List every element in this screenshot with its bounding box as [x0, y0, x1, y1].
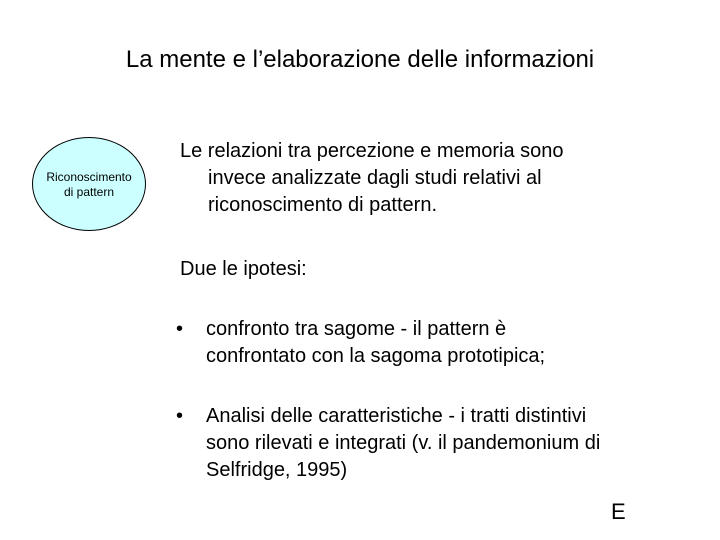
badge-line-2: di pattern [63, 185, 115, 199]
bullet-2-line-1: Analisi delle caratteristiche - i tratti distintivi [206, 405, 587, 427]
intro-paragraph [180, 138, 564, 219]
slide-title: La mente e l’elaborazione delle informazioni [125, 46, 595, 73]
bullet-2-line-2: sono rilevati e integrati (v. il pandemonium di [206, 432, 601, 454]
intro-line-3: riconoscimento di pattern. [208, 194, 438, 216]
corner-letter: E [611, 499, 626, 524]
bullet-icon: • [176, 405, 184, 427]
bullet-icon: • [176, 318, 184, 340]
badge-line-1: Riconoscimento [46, 170, 132, 184]
intro-line-2: invece analizzate dagli studi relativi al [208, 167, 542, 189]
pattern-recognition-badge [32, 137, 146, 231]
hypotheses-label: Due le ipotesi: [180, 258, 307, 280]
bullet-2-line-3: Selfridge, 1995) [206, 459, 348, 481]
bullet-1-line-1: confronto tra sagome - il pattern è [206, 318, 507, 340]
intro-line-1: Le relazioni tra percezione e memoria sono [180, 140, 564, 162]
bullet-1-line-2: confrontato con la sagoma prototipica; [206, 345, 546, 367]
